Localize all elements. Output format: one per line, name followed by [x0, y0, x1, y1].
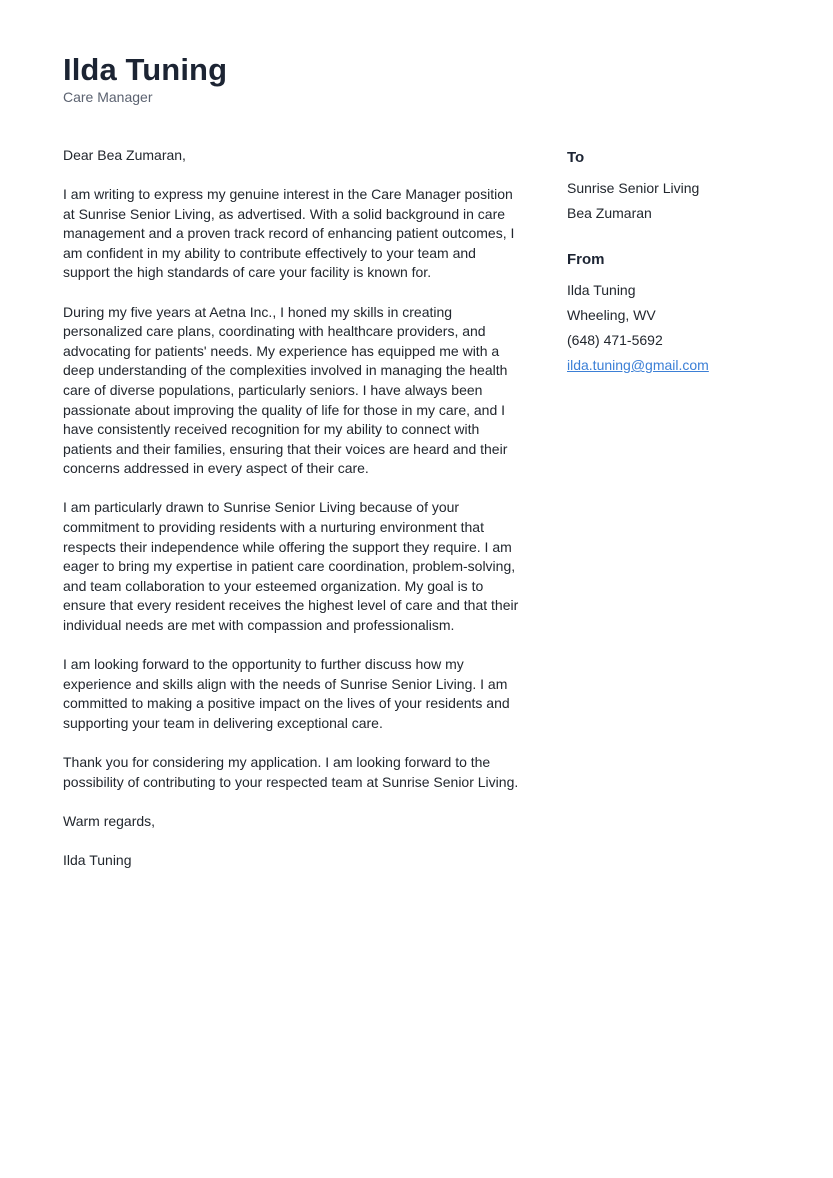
signature: Ilda Tuning	[63, 851, 132, 868]
letter-header	[63, 50, 227, 106]
applicant-job-title: Care Manager	[63, 89, 153, 105]
recipient-name: Bea Zumaran	[567, 205, 652, 221]
sender-email-link[interactable]: ilda.tuning@gmail.com	[567, 357, 709, 373]
from-heading: From	[567, 251, 605, 268]
contact-sidebar	[567, 146, 797, 400]
closing: Warm regards,	[63, 812, 156, 829]
from-section	[567, 248, 797, 378]
paragraph-thanks: Thank you for considering my application. I am looking forward to the possibility of contributing to your respected team at Sunrise Senior Living.	[63, 753, 519, 790]
to-section	[567, 146, 797, 226]
paragraph-intro: I am writing to express my genuine interest in the Care Manager position at Sunrise Senior Living, as advertised. With a solid background in care management and a proven track record of enhancing patient outcomes, I am confident in my ability to contribute effectively to your team and support the high standards of care your facility is known for.	[63, 186, 515, 281]
paragraph-experience: During my five years at Aetna Inc., I honed my skills in creating personalized care plans, coordinating with healthcare providers, and advocating for patients' needs. My experience has equipped me with a deep understanding of the complexities involved in managing the health care of diverse populations, particularly seniors. I have always been passionate about improving the quality of life for those in my care, and I have consistently received recognition for my ability to connect with patients and their families, ensuring that their voices are heard and their concerns addressed in every aspect of their care.	[63, 303, 508, 477]
recipient-company: Sunrise Senior Living	[567, 180, 700, 196]
sender-phone: (648) 471-5692	[567, 332, 663, 348]
paragraph-followup: I am looking forward to the opportunity to further discuss how my experience and skills align with the needs of Sunrise Senior Living. I am committed to making a positive impact on the lives of your residents and supporting your team in delivering exceptional care.	[63, 656, 510, 731]
letter-body	[63, 146, 525, 890]
sender-email-row	[567, 353, 797, 378]
to-heading: To	[567, 149, 585, 166]
sender-location: Wheeling, WV	[567, 307, 656, 323]
paragraph-motivation: I am particularly drawn to Sunrise Senior Living because of your commitment to providing residents with a nurturing environment that respects their independence while offering the support they require. I am eager to bring my expertise in patient care coordination, problem-solving, and team collaboration to your esteemed organization. My goal is to ensure that every resident receives the highest level of care and that their individual needs are met with compassion and professionalism.	[63, 499, 519, 633]
salutation: Dear Bea Zumaran,	[63, 147, 186, 163]
applicant-name: Ilda Tuning	[63, 52, 228, 87]
sender-name: Ilda Tuning	[567, 282, 636, 298]
